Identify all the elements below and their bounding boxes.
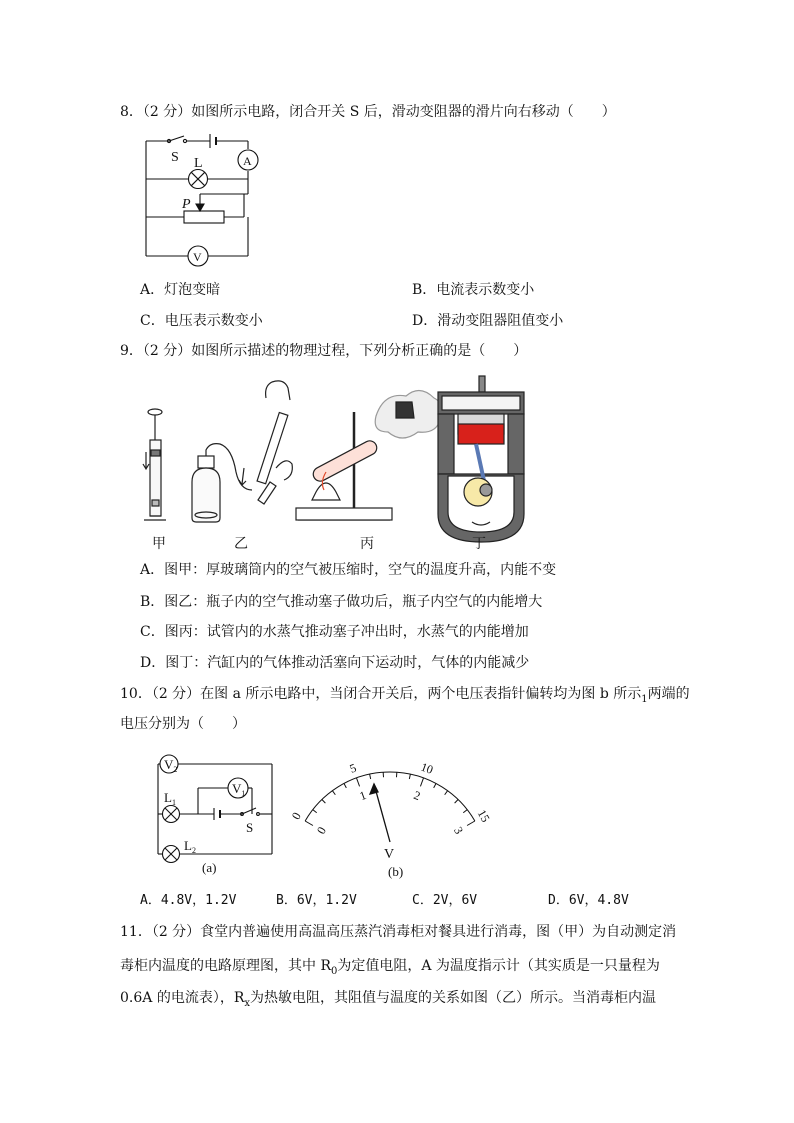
q10-meter-tick bbox=[305, 821, 313, 826]
q10-meter-tick bbox=[370, 774, 371, 779]
q11-line3-b: 为热敏电阻，其阻值与温度的关系如图（乙）所示。当消毒柜内温 bbox=[250, 990, 657, 1006]
q10-stem-line2: 电压分别为（ ） bbox=[120, 716, 246, 732]
q10-meter-b bbox=[288, 750, 493, 879]
q9-option-d: D．图丁：汽缸内的气体推动活塞向下运动时，气体的内能减少 bbox=[140, 655, 530, 671]
q11-line3-a: 0.6A 的电流表），R bbox=[120, 990, 245, 1006]
q11-line3 bbox=[120, 988, 656, 1014]
q10-stem-tail: 两端的 bbox=[647, 686, 690, 702]
q10-meter-tick bbox=[322, 800, 325, 804]
q10-meter-tick bbox=[467, 821, 475, 826]
q11-line2-b: 为定值电阻，A 为温度指示计（其实质是一只量程为 bbox=[337, 958, 660, 974]
q9-compression-cylinder bbox=[143, 409, 166, 520]
q8-label-l: L bbox=[194, 156, 203, 171]
q10-option-a: A．4.8V，1.2V bbox=[140, 893, 237, 908]
q10-meter-tick bbox=[356, 778, 359, 786]
q9-test-tube bbox=[296, 390, 442, 520]
q10-option-d: D．6V，4.8V bbox=[548, 893, 629, 908]
q10-meter-outer-label-1: 5 bbox=[347, 760, 359, 776]
q10-circuit-a bbox=[150, 754, 280, 875]
q10-meter-outer-label-3: 15 bbox=[474, 807, 493, 825]
q8-label-p: P bbox=[182, 197, 191, 212]
q10-meter-outer-label-2: 10 bbox=[418, 759, 436, 777]
q10-meter-tick bbox=[409, 774, 410, 779]
q11-line2-sub: 0 bbox=[331, 965, 338, 977]
q10-label-s: S bbox=[246, 820, 254, 835]
q10-meter-inner-label-3: 3 bbox=[451, 824, 467, 837]
q10-label-v1: V bbox=[232, 781, 242, 796]
q8-option-a: A．灯泡变暗 bbox=[140, 282, 221, 298]
q9-label-ding: 丁 bbox=[472, 537, 486, 552]
q10-label-a: (a) bbox=[202, 860, 217, 875]
q9-option-b: B．图乙：瓶子内的空气推动塞子做功后，瓶子内空气的内能增大 bbox=[140, 594, 543, 610]
q10-meter-tick bbox=[434, 783, 436, 787]
q10-meter-inner-label-0: 0 bbox=[313, 824, 329, 837]
q10-meter-tick bbox=[313, 810, 317, 813]
q11-line2-a: 毒柜内温度的电路原理图，其中 R bbox=[120, 958, 331, 974]
q10-meter-tick bbox=[463, 810, 467, 813]
svg-text:L1 bbox=[164, 790, 176, 807]
q8-circuit-diagram bbox=[140, 133, 260, 263]
q10-meter-needle bbox=[370, 784, 390, 842]
q8-option-b: B．电流表示数变小 bbox=[412, 282, 535, 298]
q9-option-a: A．图甲：厚玻璃筒内的空气被压缩时，空气的温度升高，内能不变 bbox=[140, 562, 557, 578]
q9-label-bing: 丙 bbox=[360, 537, 374, 552]
q9-bottle-pump bbox=[192, 381, 292, 522]
q8-option-c: C．电压表示数变小 bbox=[140, 313, 263, 329]
q11-line3-sub: x bbox=[244, 997, 251, 1009]
q11-line1: 11．（2 分）食堂内普遍使用高温高压蒸汽消毒柜对餐具进行消毒，图（甲）为自动测定消 bbox=[120, 924, 677, 940]
q10-meter-outer-label-0: 0 bbox=[288, 809, 304, 822]
q10-lamp-l2 bbox=[163, 846, 180, 863]
q8-option-d: D．滑动变阻器阻值变小 bbox=[412, 313, 564, 329]
q10-stem-text: 10．（2 分）在图 a 所示电路中，当闭合开关后，两个电压表指针偏转均为图 b 所示 bbox=[120, 686, 642, 702]
q10-stem-sub: 1 bbox=[641, 693, 648, 705]
q10-label-l2-sub: 2 bbox=[191, 846, 196, 855]
q9-figure bbox=[140, 372, 560, 552]
q10-meter-tick bbox=[455, 800, 458, 804]
q10-meter-inner-label-1: 1 bbox=[357, 787, 369, 804]
q11-line2 bbox=[120, 956, 660, 982]
q10-label-v2: V bbox=[164, 757, 174, 772]
q8-label-s: S bbox=[171, 150, 179, 165]
q10-label-l1-sub: 1 bbox=[171, 798, 176, 807]
q9-stem: 9．（2 分）如图所示描述的物理过程，下列分析正确的是（ ） bbox=[120, 343, 528, 359]
q10-label-v2-sub: 2 bbox=[173, 765, 178, 774]
q10-label-l1: L bbox=[164, 790, 172, 805]
q9-option-c: C．图丙：试管内的水蒸气推动塞子冲出时，水蒸气的内能增加 bbox=[140, 624, 529, 640]
q10-option-b: B．6V，1.2V bbox=[276, 893, 357, 908]
q10-meter-unit: V bbox=[384, 847, 395, 862]
q8-label-v: V bbox=[193, 250, 202, 264]
q10-lamp-l1 bbox=[163, 806, 180, 823]
q10-label-v1-sub: 1 bbox=[241, 789, 246, 798]
q10-meter-tick bbox=[420, 778, 423, 786]
q10-meter-tick bbox=[445, 791, 448, 795]
q9-label-jia: 甲 bbox=[152, 537, 166, 552]
q10-meter-inner-label-2: 2 bbox=[411, 787, 423, 804]
q10-label-l2: L bbox=[184, 838, 192, 853]
q10-meter-tick bbox=[332, 791, 335, 795]
q9-engine bbox=[438, 376, 524, 542]
q8-lamp bbox=[189, 170, 208, 189]
q8-label-a: A bbox=[243, 154, 252, 168]
q10-meter-scale-arc bbox=[305, 772, 475, 821]
q9-label-yi: 乙 bbox=[234, 537, 248, 552]
svg-text:L2 bbox=[184, 838, 196, 855]
q10-option-c: C．2V，6V bbox=[412, 893, 478, 908]
q8-stem: 8．（2 分）如图所示电路，闭合开关 S 后，滑动变阻器的滑片向右移动（ ） bbox=[120, 104, 616, 120]
q10-stem-line1 bbox=[120, 684, 690, 710]
q10-meter-tick bbox=[344, 783, 346, 787]
q10-label-b: (b) bbox=[388, 864, 404, 879]
